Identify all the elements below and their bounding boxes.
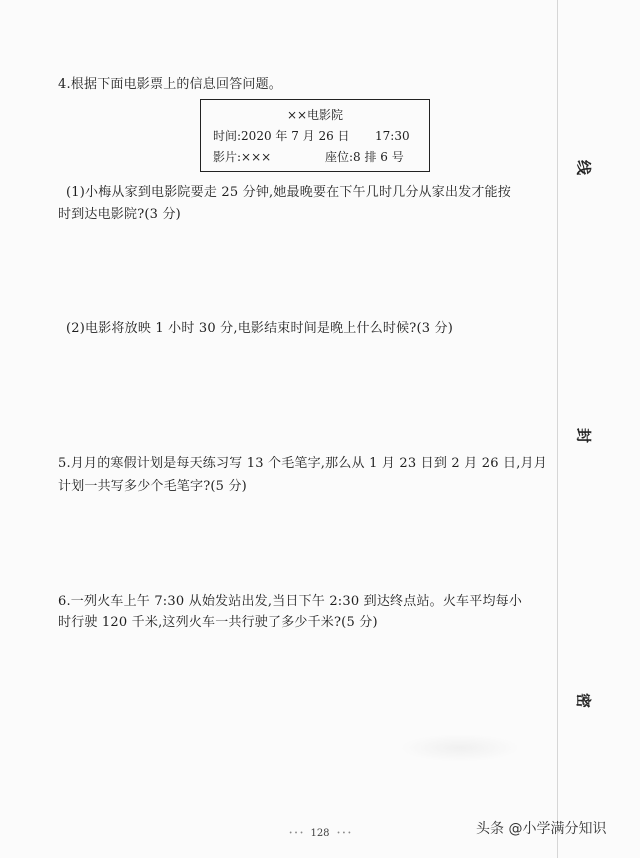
binding-label-middle: 封 xyxy=(574,427,593,443)
question-6-line-1: 6.一列火车上午 7:30 从始发站出发,当日下午 2:30 到达终点站。火车平均每小 xyxy=(58,594,523,609)
page-number: 128 xyxy=(310,828,330,839)
footer-dots-left: • • • xyxy=(288,830,304,837)
question-4-1-line-1: (1)小梅从家到电影院要走 25 分钟,她最晚要在下午几时几分从家出发才能按 xyxy=(66,185,511,200)
question-5-line-1: 5.月月的寒假计划是每天练习写 13 个毛笔字,那么从 1 月 23 日到 2 月 26 日,月月 xyxy=(58,456,547,471)
binding-line xyxy=(557,0,558,858)
question-4-2: (2)电影将放映 1 小时 30 分,电影结束时间是晚上什么时候?(3 分) xyxy=(66,321,454,336)
ticket-seat: 座位:8 排 6 号 xyxy=(325,150,404,164)
watermark-text: 头条 @小学满分知识 xyxy=(476,821,607,837)
question-4-stem: 4.根据下面电影票上的信息回答问题。 xyxy=(58,77,283,92)
ticket-film: 影片:××× xyxy=(213,150,272,164)
binding-label-bottom: 密 xyxy=(574,692,593,708)
question-4-1-line-2: 时到达电影院?(3 分) xyxy=(58,207,181,222)
footer-dots-right: • • • xyxy=(336,830,352,837)
ticket-time: 17:30 xyxy=(375,129,410,143)
question-6-line-2: 时行驶 120 千米,这列火车一共行驶了多少千米?(5 分) xyxy=(58,615,378,630)
question-5-line-2: 计划一共写多少个毛笔字?(5 分) xyxy=(58,479,247,494)
binding-label-top: 线 xyxy=(574,159,593,175)
ticket-date: 时间:2020 年 7 月 26 日 xyxy=(213,129,350,143)
scan-smudge xyxy=(400,734,520,762)
movie-ticket xyxy=(200,99,430,172)
ticket-cinema: ××电影院 xyxy=(286,108,344,122)
